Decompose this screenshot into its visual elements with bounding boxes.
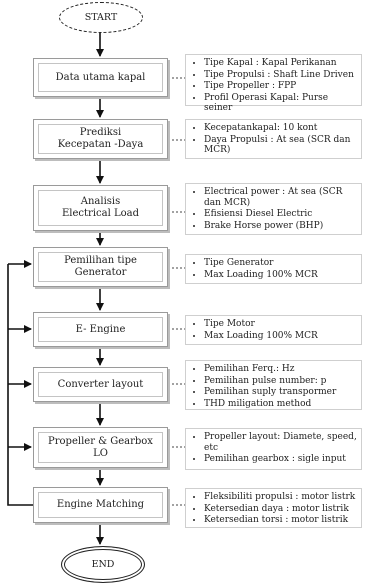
note-item: • Ketersedian daya : motor listrik xyxy=(204,504,357,515)
note-item: • Propeller layout: Diamete, speed, etc xyxy=(204,432,357,453)
step-label: Converter layout xyxy=(57,378,144,390)
step-propeller-gearbox-lo xyxy=(33,427,168,468)
note-item: • Pemilihan pulse number: p xyxy=(204,376,357,387)
note-e-engine xyxy=(185,315,362,345)
note-data-utama-kapal xyxy=(185,54,362,113)
note-item: • Pemilihan Ferq.: Hz xyxy=(204,364,357,375)
note-item: • Tipe Generator xyxy=(204,258,357,269)
note-item: • Efisiensi Diesel Electric xyxy=(204,209,357,220)
note-item: • Brake Horse power (BHP) xyxy=(204,221,357,232)
step-label: Prediksi Kecepatan -Daya xyxy=(57,127,144,150)
note-item: • Pemilihan suply transpormer xyxy=(204,387,357,398)
note-propeller xyxy=(185,428,362,470)
note-item: • Max Loading 100% MCR xyxy=(204,270,357,281)
end-terminal xyxy=(61,546,145,583)
note-item: • Profil Operasi Kapal: Purse seiner xyxy=(204,93,357,114)
step-label: Propeller & Gearbox LO xyxy=(48,435,153,459)
note-prediksi xyxy=(185,119,362,159)
step-label: Analisis Electrical Load xyxy=(62,196,139,219)
start-terminal xyxy=(59,2,143,33)
note-converter xyxy=(185,360,362,410)
step-e-engine xyxy=(33,312,168,347)
step-label: Pemilihan tipe Generator xyxy=(64,255,137,278)
note-item: • Pemilihan gearbox : sigle input xyxy=(204,454,357,465)
note-item: • THD miligation method xyxy=(204,399,357,410)
start-label: START xyxy=(84,12,118,23)
note-engine-matching xyxy=(185,488,362,528)
note-item: • Tipe Propeller : FPP xyxy=(204,81,357,92)
note-item: • Electrical power : At sea (SCR dan MCR) xyxy=(204,187,357,208)
step-label: E- Engine xyxy=(75,323,126,335)
step-analisis-electrical-load xyxy=(33,185,168,231)
step-data-utama-kapal xyxy=(33,58,168,97)
step-pemilihan-tipe-generator xyxy=(33,247,168,287)
note-item: • Ketersedian torsi : motor listrik xyxy=(204,515,357,526)
note-item: • Fleksibiliti propulsi : motor listrk xyxy=(204,492,357,503)
note-item: • Tipe Kapal : Kapal Perikanan xyxy=(204,58,357,69)
step-label: Data utama kapal xyxy=(55,71,146,83)
note-item: • Daya Propulsi : At sea (SCR dan MCR) xyxy=(204,135,357,156)
note-item: • Tipe Propulsi : Shaft Line Driven xyxy=(204,70,357,81)
step-converter-layout xyxy=(33,367,168,402)
step-prediksi-kecepatan-daya xyxy=(33,119,168,159)
note-analisis xyxy=(185,183,362,235)
step-engine-matching xyxy=(33,487,168,523)
note-item: • Tipe Motor xyxy=(204,319,357,330)
note-item: • Max Loading 100% MCR xyxy=(204,331,357,342)
step-label: Engine Matching xyxy=(56,499,145,510)
end-label: END xyxy=(91,559,115,570)
note-pemilihan-generator xyxy=(185,254,362,284)
note-item: • Kecepatankapal: 10 kont xyxy=(204,123,357,134)
